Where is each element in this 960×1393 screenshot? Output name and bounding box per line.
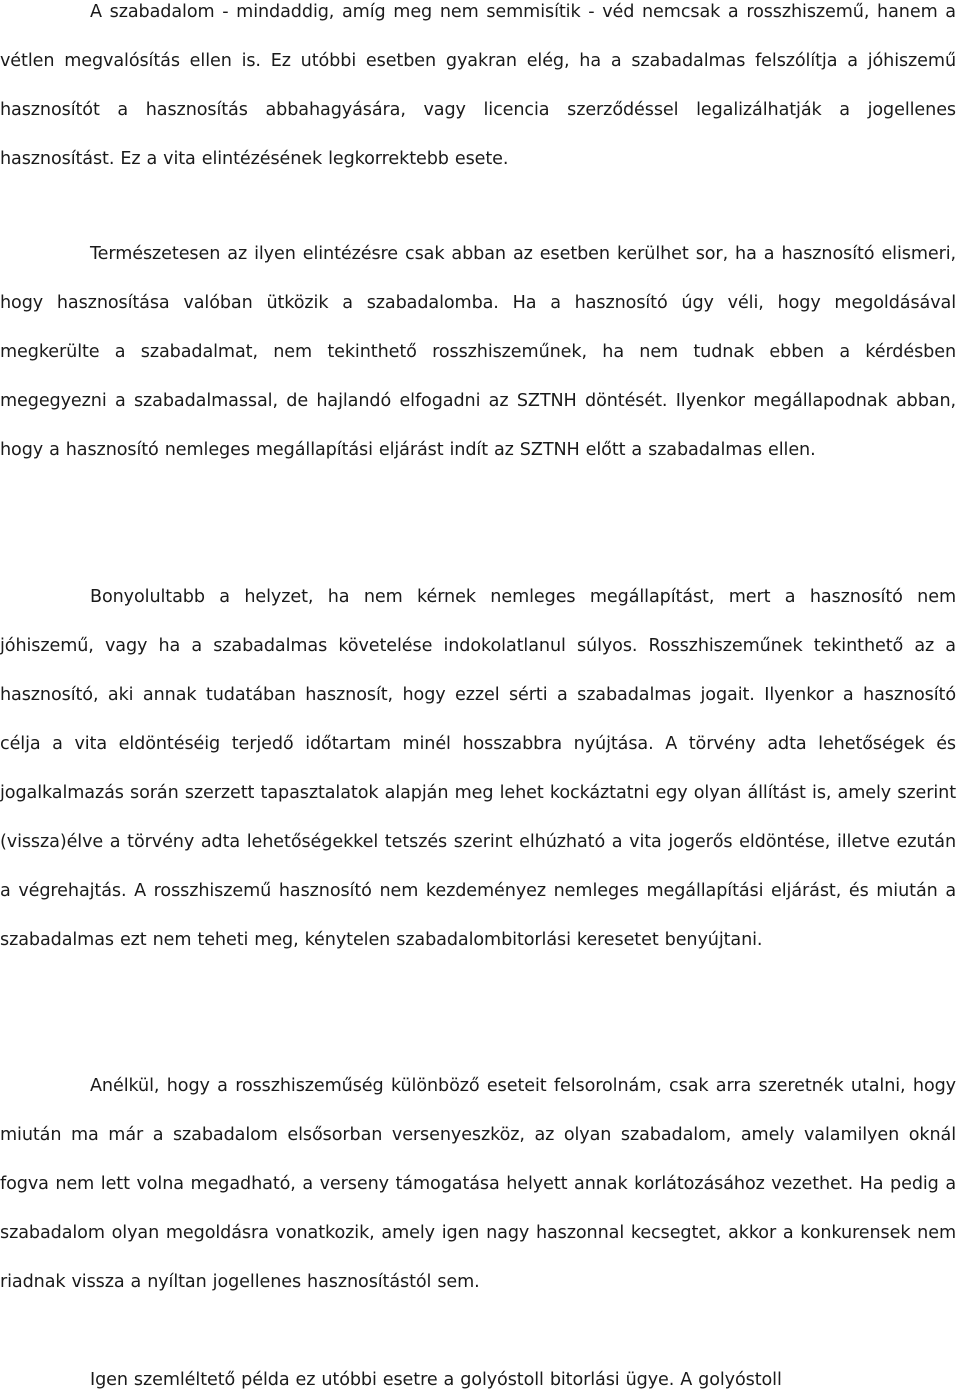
paragraph-1: A szabadalom - mindaddig, amíg meg nem semmisítik - véd nemcsak a rosszhiszemű, hanem a vétlen megvalósítás ellen is. Ez utóbbi esetben gyakran elég, ha a szabadalmas felszólítja a jóhiszemű hasznosítót a hasznosítás abbahagyására, vagy licencia szerződéssel legalizálhatják a jogellenes hasznosítást. Ez a vita elintézésének legkorrektebb esete. xyxy=(0,2,956,169)
paragraph-4: Anélkül, hogy a rosszhiszeműség különböző eseteit felsorolnám, csak arra szeretnék utalni, hogy miután ma már a szabadalom elsősorban versenyeszköz, az olyan szabadalom, amely valamilyen oknál fogva nem lett volna megadható, a verseny támogatása helyett annak korlátozásához vezethet. Ha pedig a szabadalom olyan megoldásra vonatkozik, amely igen nagy haszonnal kecsegtet, akkor a konkurensek nem riadnak vissza a nyíltan jogellenes hasznosítástól sem. xyxy=(0,1076,956,1292)
paragraph-2: Természetesen az ilyen elintézésre csak abban az esetben kerülhet sor, ha a hasznosító elismeri, hogy hasznosítása valóban ütközik a szabadalomba. Ha a hasznosító úgy véli, hogy megoldásával megkerülte a szabadalmat, nem tekinthető rosszhiszeműnek, ha nem tudnak ebben a kérdésben megegyezni a szabadalmassal, de hajlandó elfogadni az SZTNH döntését. Ilyenkor megállapodnak abban, hogy a hasznosító nemleges megállapítási eljárást indít az SZTNH előtt a szabadalmas ellen. xyxy=(0,244,956,460)
paragraph-3: Bonyolultabb a helyzet, ha nem kérnek nemleges megállapítást, mert a hasznosító nem jóhiszemű, vagy ha a szabadalmas követelése indokolatlanul súlyos. Rosszhiszeműnek tekinthető az a hasznosító, aki annak tudatában hasznosít, hogy ezzel sérti a szabadalmas jogait. Ilyenkor a hasznosító célja a vita eldöntéséig terjedő időtartam minél hosszabbra nyújtása. A törvény adta lehetőségek és jogalkalmazás során szerzett tapasztalatok alapján meg lehet kockáztatni egy olyan állítást is, amely szerint (vissza)élve a törvény adta lehetőségekkel tetszés szerint elhúzható a vita jogerős eldöntése, illetve ezután a végrehajtás. A rosszhiszemű hasznosító nem kezdeményez nemleges megállapítási eljárást, és miután a szabadalmas ezt nem teheti meg, kénytelen szabadalombitorlási keresetet benyújtani. xyxy=(0,587,956,950)
paragraph-5: Igen szemléltető példa ez utóbbi esetre a golyóstoll bitorlási ügye. A golyóstoll xyxy=(90,1370,782,1390)
